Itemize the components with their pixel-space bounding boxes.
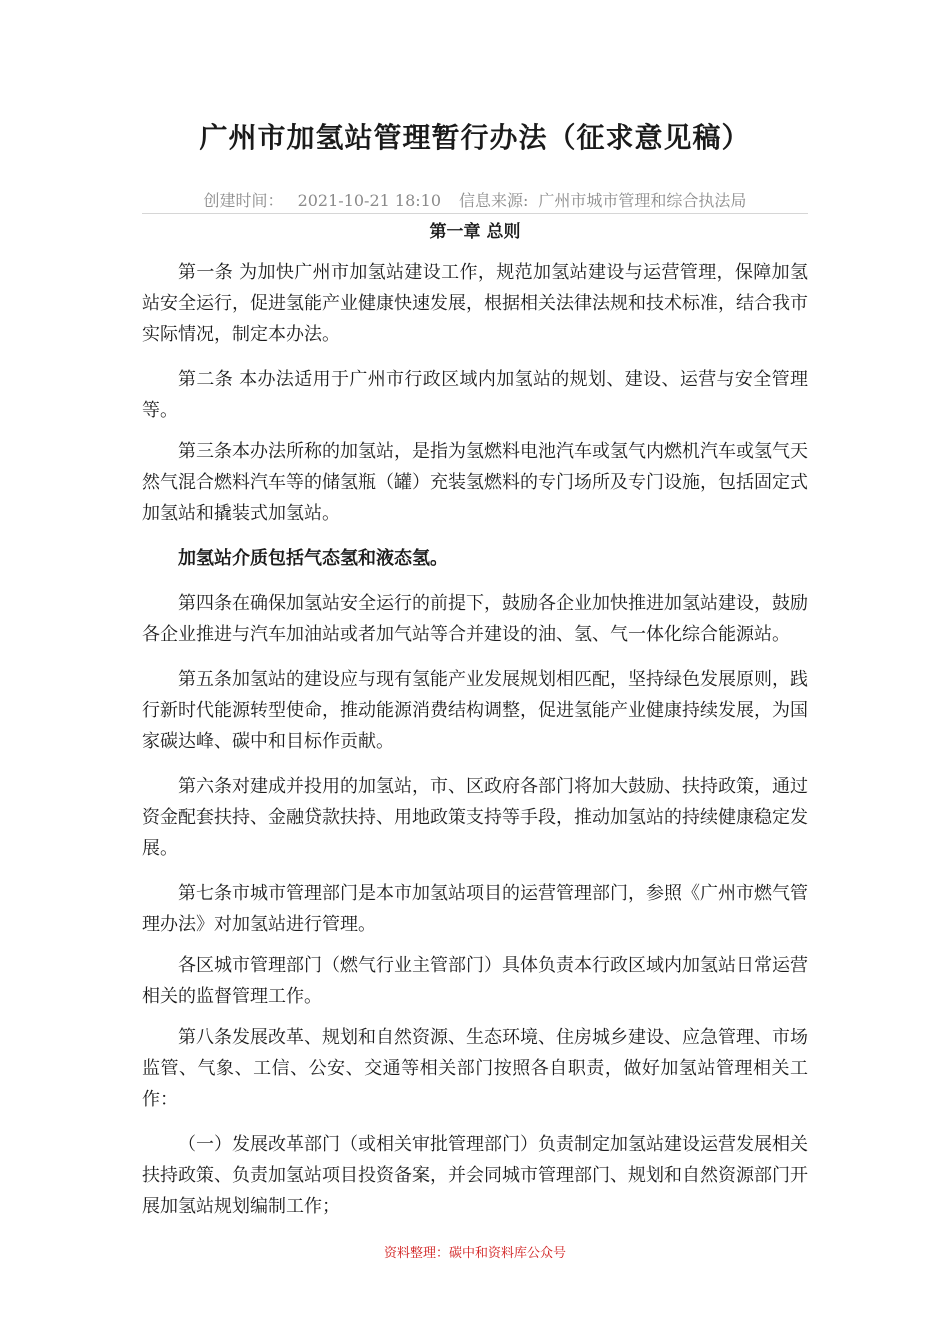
document-body [142,257,808,1236]
article-6: 第六条对建成并投用的加氢站，市、区政府各部门将加大鼓励、扶持政策，通过资金配套扶持、金融贷款扶持、用地政策支持等手段，推动加氢站的持续健康稳定发展。 [142,776,808,859]
created-value: 2021-10-21 18:10 [297,191,442,210]
article-2: 第二条 本办法适用于广州市行政区域内加氢站的规划、建设、运营与安全管理等。 [142,369,808,421]
meta-divider [142,213,808,214]
footer-source-note: 资料整理：碳中和资料库公众号 [383,1246,566,1261]
source-label: 信息来源: [459,191,529,210]
article-8-item-1: （一）发展改革部门（或相关审批管理部门）负责制定加氢站建设运营发展相关扶持政策、负责加氢站项目投资备案，并会同城市管理部门、规划和自然资源部门开展加氢站规划编制工作； [142,1134,808,1217]
article-4: 第四条在确保加氢站安全运行的前提下，鼓励各企业加快推进加氢站建设，鼓励各企业推进与汽车加油站或者加气站等合并建设的油、氢、气一体化综合能源站。 [142,593,808,645]
created-label: 创建时间： [203,191,284,210]
article-8: 第八条发展改革、规划和自然资源、生态环境、住房城乡建设、应急管理、市场监管、气象、工信、公安、交通等相关部门按照各自职责，做好加氢站管理相关工作： [142,1027,808,1110]
created-time [204,191,441,210]
article-7-district: 各区城市管理部门（燃气行业主管部门）具体负责本行政区域内加氢站日常运营相关的监督管理工作。 [142,955,808,1007]
info-source [459,191,746,210]
article-5: 第五条加氢站的建设应与现有氢能产业发展规划相匹配，坚持绿色发展原则，践行新时代能源转型使命，推动能源消费结构调整，促进氢能产业健康持续发展，为国家碳达峰、碳中和目标作贡献。 [142,669,808,752]
article-1: 第一条 为加快广州市加氢站建设工作，规范加氢站建设与运营管理，保障加氢站安全运行，促进氢能产业健康快速发展，根据相关法律法规和技术标准，结合我市实际情况，制定本办法。 [142,262,808,345]
document-meta [0,188,950,214]
article-3-medium-note: 加氢站介质包括气态氢和液态氢。 [178,548,448,569]
article-7: 第七条市城市管理部门是本市加氢站项目的运营管理部门，参照《广州市燃气管理办法》对加氢站进行管理。 [142,883,808,935]
article-3: 第三条本办法所称的加氢站，是指为氢燃料电池汽车或氢气内燃机汽车或氢气天然气混合燃料汽车等的储氢瓶（罐）充装氢燃料的专门场所及专门设施，包括固定式加氢站和撬装式加氢站。 [142,441,808,524]
chapter-heading: 第一章 总则 [429,222,521,242]
source-value: 广州市城市管理和综合执法局 [538,191,747,210]
document-title: 广州市加氢站管理暂行办法（征求意见稿） [199,121,751,154]
